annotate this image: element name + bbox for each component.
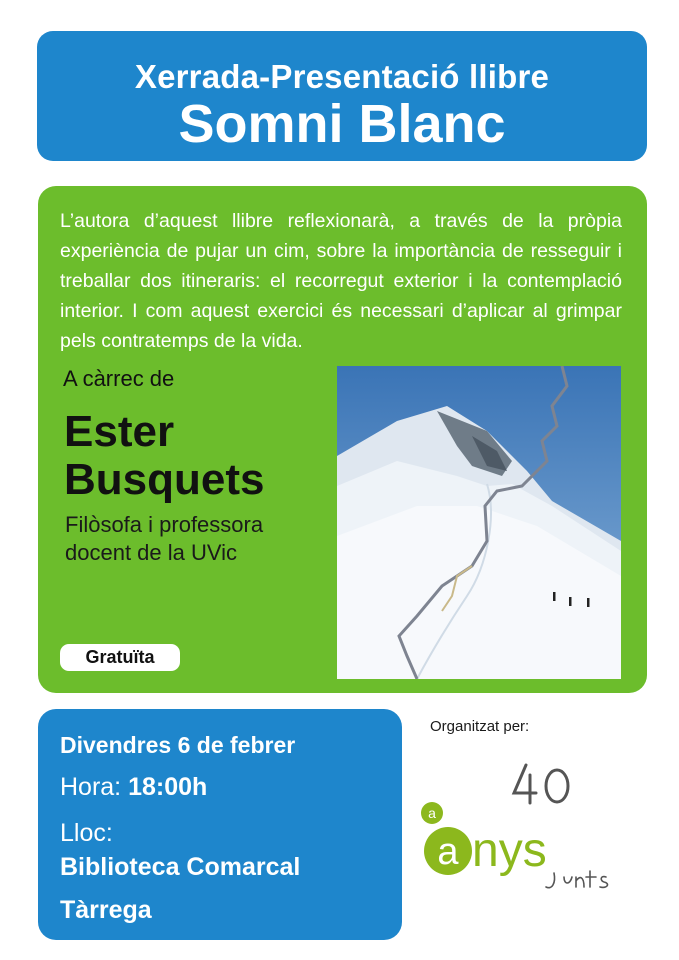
svg-text:nys: nys [472, 824, 547, 877]
event-date: Divendres 6 de febrer [60, 732, 296, 758]
description-text: L’autora d’aquest llibre reflexionarà, a través de la pròpia experiència de pujar un cim, sobre la importància de resseguir i treballar dos itineraris: el recorregut exterior i la contemplació interior. I com aquest exercici és necessari d’aplicar al grimpar pels contratemps de la vida. [60, 210, 622, 352]
speaker-first-name: Ester [64, 407, 175, 456]
venue-town: Tàrrega [60, 896, 152, 924]
place-label: Lloc: [60, 819, 113, 847]
venue-name: Biblioteca Comarcal [60, 853, 301, 881]
speaker-last-name: Busquets [64, 455, 265, 504]
time-label: Hora: [60, 773, 122, 801]
event-subtitle: Xerrada-Presentació llibre [134, 58, 550, 95]
speaker-role-line2: docent de la UVic [65, 540, 238, 565]
speaker-name [64, 408, 344, 504]
info-panel [38, 186, 647, 693]
speaker-intro: A càrrec de [63, 366, 175, 391]
event-details-panel [38, 709, 402, 940]
free-badge: Gratuïta [60, 644, 180, 671]
mountain-photo [337, 366, 621, 679]
anys-logo-icon [414, 755, 654, 905]
speaker-role [65, 511, 345, 567]
time-value: 18:00h [128, 773, 208, 801]
organizer-label: Organitzat per: [430, 718, 530, 735]
speaker-role-line1: Filòsofa i professora [65, 512, 264, 537]
organizer-logo [414, 755, 654, 905]
svg-text:a: a [437, 831, 459, 873]
svg-text:a: a [428, 805, 436, 821]
title-banner [37, 31, 647, 161]
event-time [60, 773, 207, 802]
mountain-image [337, 366, 621, 679]
book-title: Somni Blanc [178, 94, 506, 154]
